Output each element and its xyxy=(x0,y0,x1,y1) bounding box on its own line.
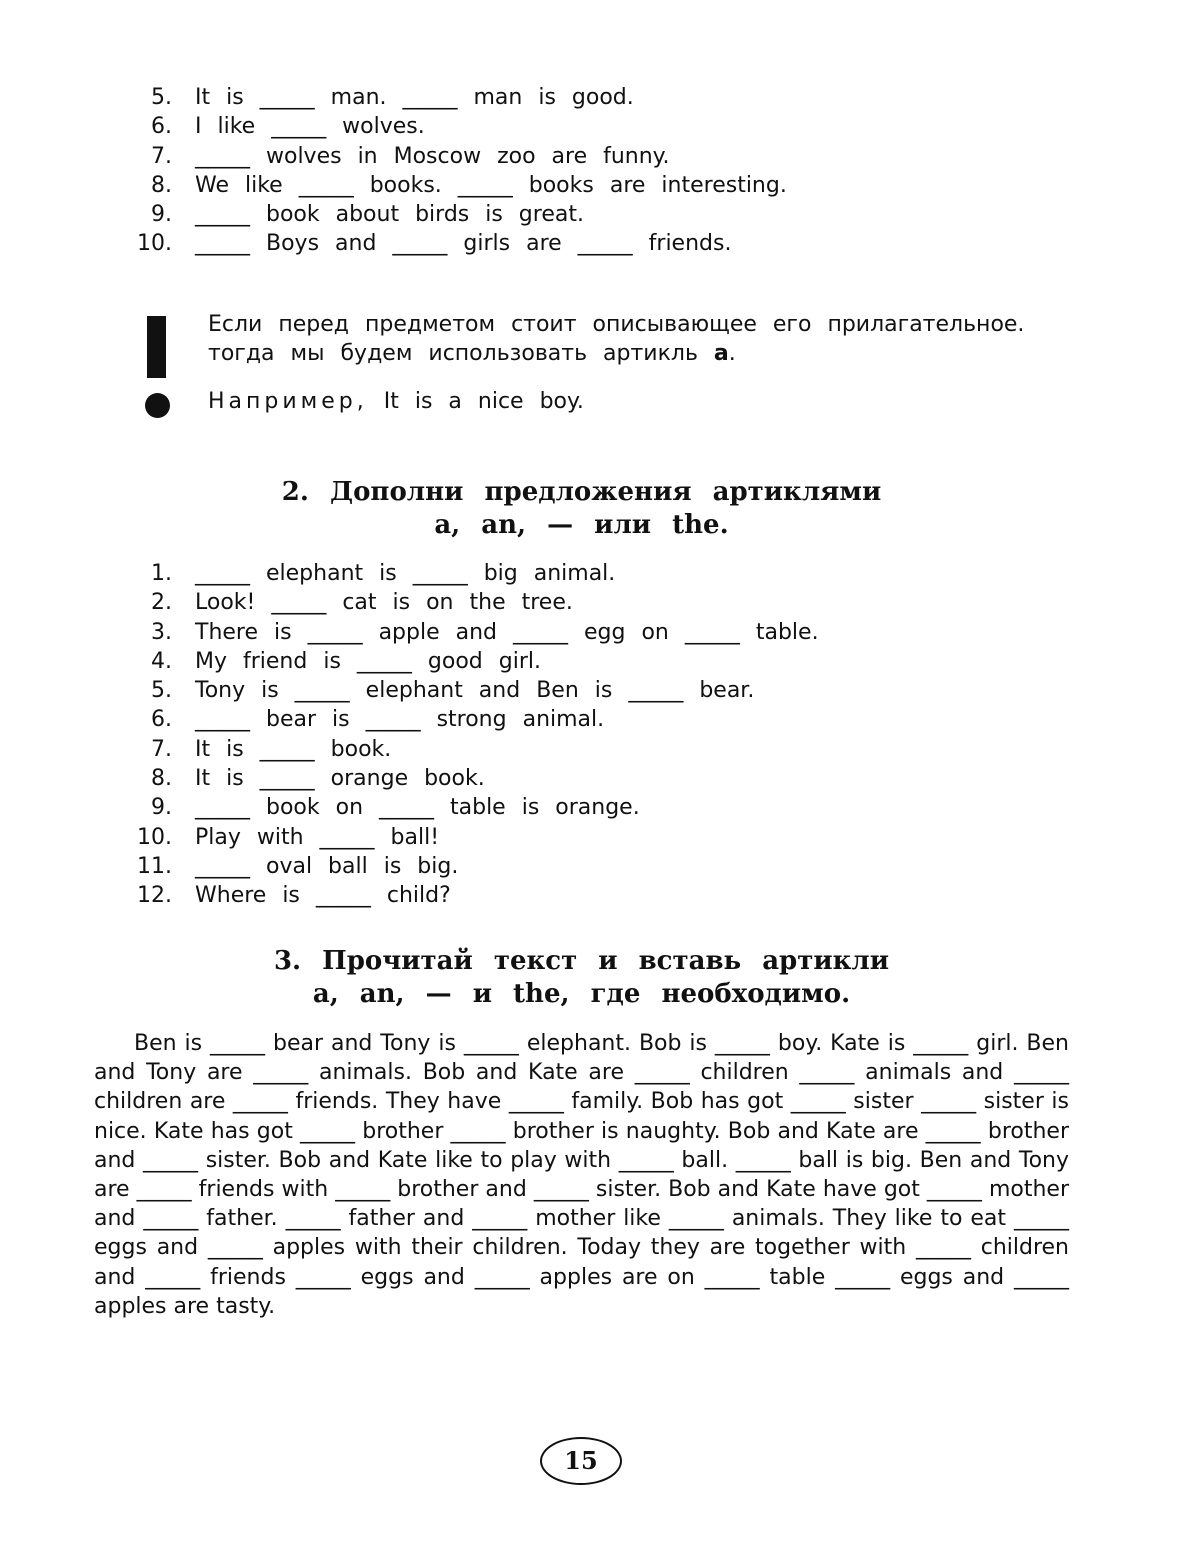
item-number: 8. xyxy=(151,172,172,198)
item-number: 3. xyxy=(151,619,172,645)
exclamation-dot-icon xyxy=(145,393,170,418)
exercise-2-title xyxy=(0,476,1163,542)
item-number: 9. xyxy=(151,795,172,821)
item-number: 5. xyxy=(151,85,172,110)
item-number: 7. xyxy=(151,736,172,762)
item-text: Where is _____ child? xyxy=(195,883,451,909)
item-text: _____ bear is _____ strong animal. xyxy=(195,707,605,733)
item-text: Look! _____ cat is on the tree. xyxy=(195,590,573,616)
item-number: 9. xyxy=(151,202,172,228)
example-label: Например, xyxy=(208,389,368,414)
exercise-3-text xyxy=(94,1029,1069,1321)
example-text: It is a nice boy. xyxy=(367,389,584,414)
item-text: It is _____ book. xyxy=(195,736,392,762)
rule-line-2-prefix: тогда мы будем использовать артикль xyxy=(208,341,714,367)
item-number: 8. xyxy=(151,766,172,792)
item-number: 11. xyxy=(137,853,172,879)
item-number: 1. xyxy=(151,561,172,586)
item-text: _____ book about birds is great. xyxy=(195,202,584,228)
exercise-3-title-line-1: 3. Прочитай текст и вставь артикли xyxy=(273,946,890,976)
item-text: _____ Boys and _____ girls are _____ friends. xyxy=(195,231,732,257)
item-text: It is _____ orange book. xyxy=(195,766,485,792)
item-text: Tony is _____ elephant and Ben is _____ bear. xyxy=(195,678,755,704)
exercise-2-title-line-2: a, an, — или the. xyxy=(434,510,729,540)
item-text: _____ oval ball is big. xyxy=(195,853,459,879)
exercise-2-title-line-1: 2. Дополни предложения артиклями xyxy=(281,477,882,507)
item-number: 4. xyxy=(151,648,172,674)
exercise-3-title xyxy=(0,945,1163,1011)
item-number: 2. xyxy=(151,590,172,616)
rule-example xyxy=(208,387,584,416)
item-number: 6. xyxy=(151,114,172,140)
item-number: 5. xyxy=(151,678,172,704)
rule-line-1: Если перед предметом стоит описывающее его прилагательное. xyxy=(208,312,1025,337)
rule-line-2 xyxy=(208,339,1024,368)
exercise-3-paragraph: Ben is _____ bear and Tony is _____ elephant. Bob is _____ boy. Kate is _____ girl. Ben and Tony are _____ animals. Bob and Kate are _____ children _____ animals and _____ children are _____ friends. They have _____ family. Bob has got _____ sister _____ sister is nice. Kate has got _____ brother _____ brother is naughty. Bob and Kate are _____ brother and _____ sister. Bob and Kate like to play with _____ ball. _____ ball is big. Ben and Tony are _____ friends with _____ brother and _____ sister. Bob and Kate have got _____ mother and _____ father. _____ father and _____ mother like _____ animals. They like to eat _____ eggs and _____ apples with their children. Today they are together with _____ children and _____ friends _____ eggs and _____ apples are on _____ table _____ eggs and _____ apples are tasty. xyxy=(94,1031,1069,1319)
exercise-3-title-line-2: a, an, — и the, где необходимо. xyxy=(312,979,851,1009)
item-number: 10. xyxy=(137,824,172,850)
item-text: My friend is _____ good girl. xyxy=(195,648,541,674)
item-text: _____ elephant is _____ big animal. xyxy=(195,561,616,586)
rule-text xyxy=(208,310,1024,369)
item-text: _____ book on _____ table is orange. xyxy=(195,795,640,821)
rule-article: a xyxy=(713,341,729,367)
item-text: It is _____ man. _____ man is good. xyxy=(195,85,634,110)
item-text: Play with _____ ball! xyxy=(195,824,440,850)
item-text: There is _____ apple and _____ egg on _____ table. xyxy=(195,619,819,645)
exclamation-icon xyxy=(147,316,166,378)
item-number: 6. xyxy=(151,707,172,733)
item-number: 7. xyxy=(151,143,172,169)
item-text: We like _____ books. _____ books are interesting. xyxy=(195,172,787,198)
item-number: 12. xyxy=(137,883,172,909)
item-text: _____ wolves in Moscow zoo are funny. xyxy=(195,143,670,169)
rule-line-2-suffix: . xyxy=(728,341,736,367)
item-number: 10. xyxy=(137,231,172,257)
item-text: I like _____ wolves. xyxy=(195,114,425,140)
page-number: 15 xyxy=(540,1437,622,1485)
